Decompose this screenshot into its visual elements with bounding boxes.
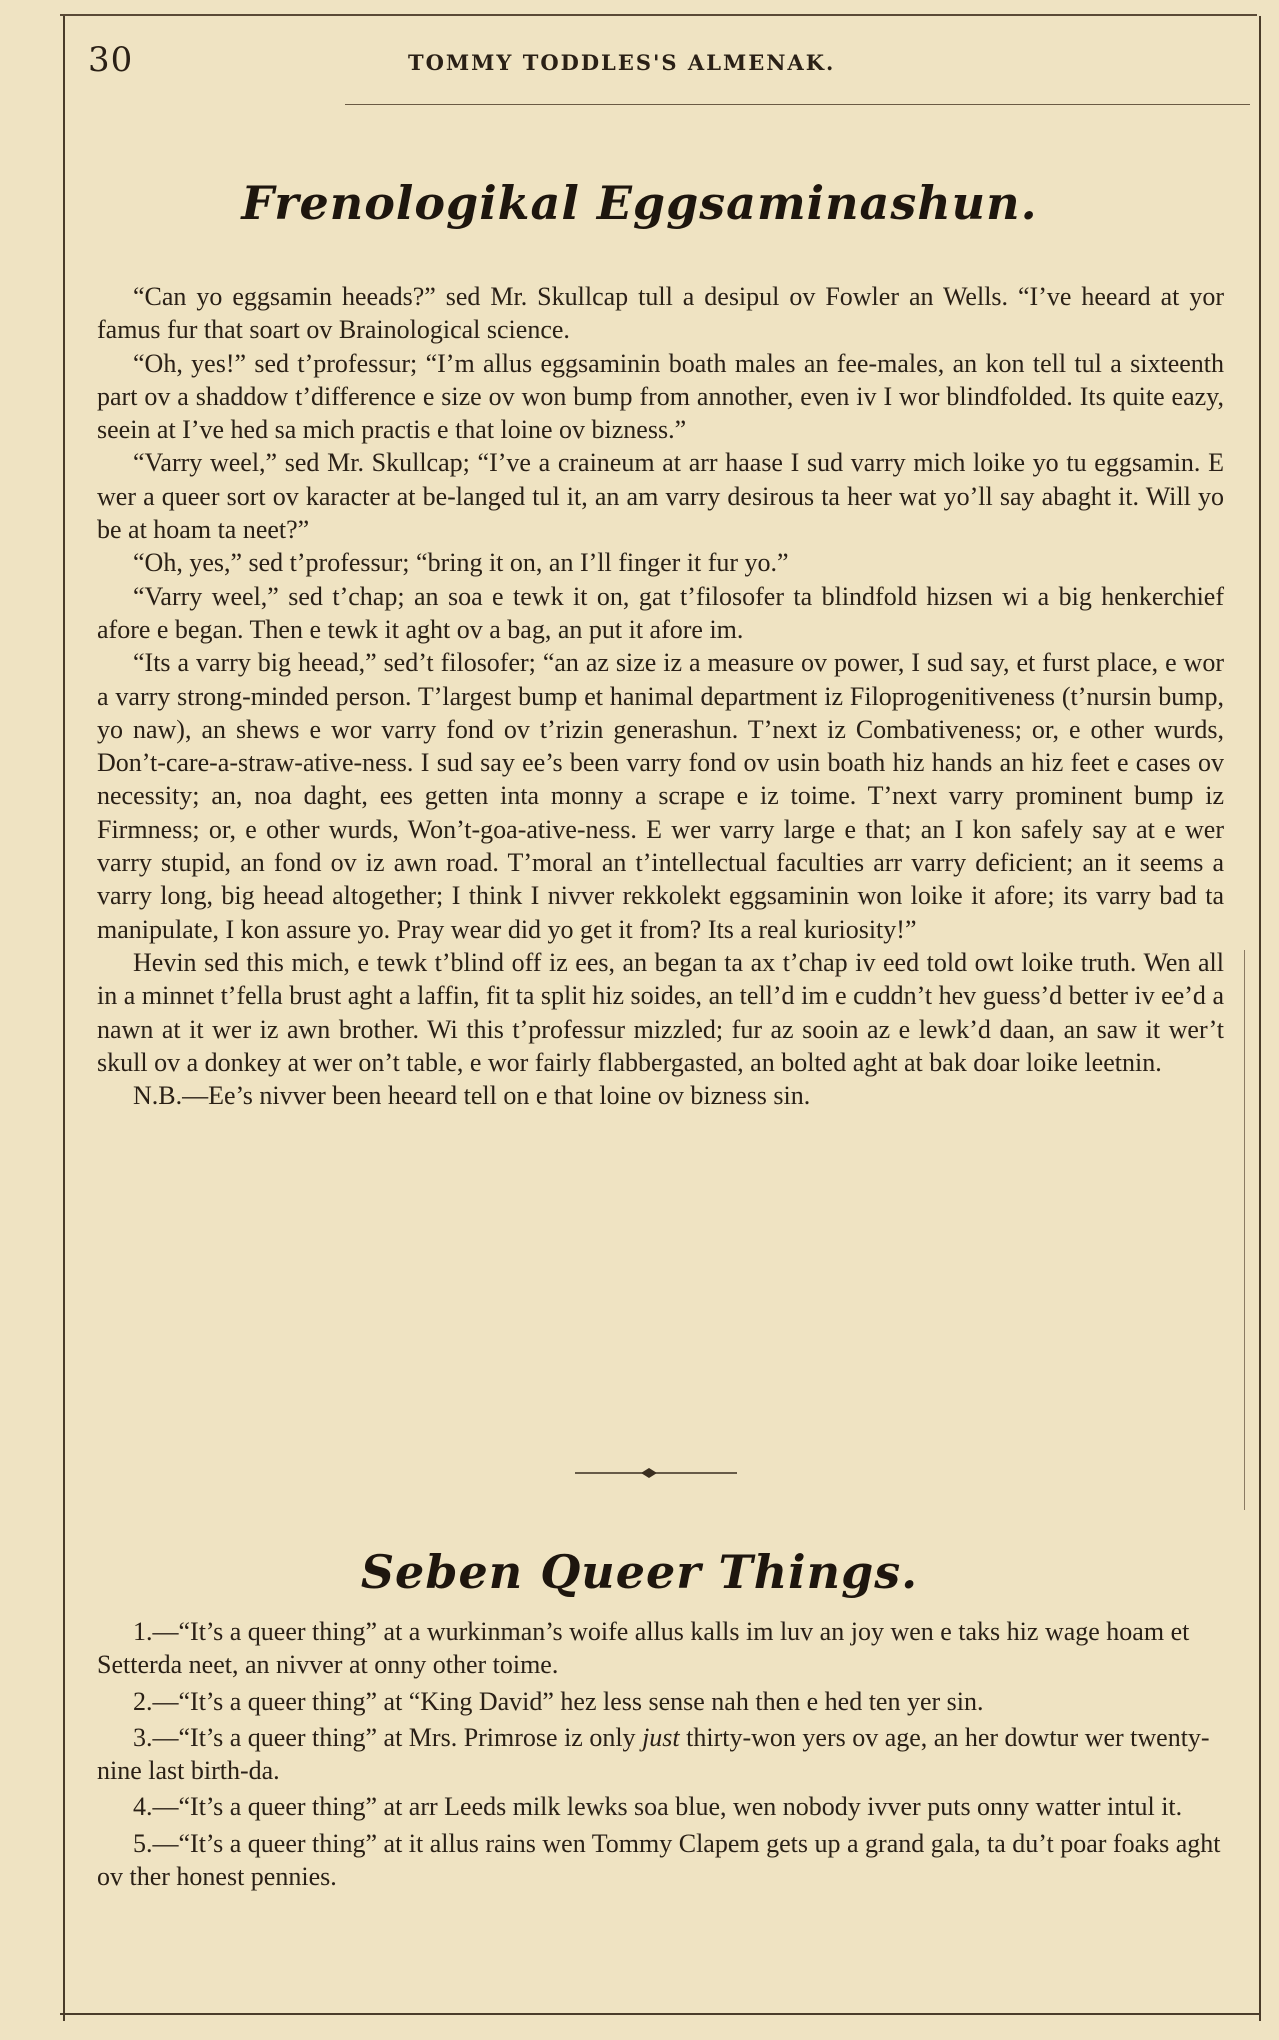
page-number: 30 [88, 40, 134, 80]
bottom-rule [60, 2013, 1260, 2015]
list-item: 4.—“It’s a queer thing” at arr Leeds milk lewks soa blue, wen nobody ivver puts onny watter intul it. [133, 1792, 1183, 1822]
article-body [97, 280, 1224, 1112]
frame-right-rule [1259, 16, 1261, 2021]
list-item [97, 1721, 1224, 1788]
page-header [88, 40, 1238, 90]
paragraph: “Its a varry big heead,” sed’t filosofer; “an az size iz a measure ov power, I sud say, et furst place, e wor a varry strong-minded person. T’largest bump et hanimal department iz Filoprogenitiveness (t’nursin bump, yo naw), an shews e wor varry fond ov t’rizin generashun. T’next iz Combativeness; or, e other wurds, Don’t-care-a-straw-ative-ness. I sud say ee’s been varry fond ov usin boath hiz hands an hiz feet e cases ov necessity; an, noa daght, ees getten inta monny a scrape e iz toime. T’next varry prominent bump iz Firmness; or, e other wurds, Won’t-goa-ative-ness. E wer varry large e that; an I kon safely say at e wer varry stupid, an fond ov iz awn road. T’moral an t’intellectual faculties arr varry deficient; an it seems a varry long, big heead altogether; I think I nivver rekkolekt eggsaminin won loike it afore; its varry bad ta manipulate, I kon assure yo. Pray wear did yo get it from? Its a real kuriosity!” [97, 648, 1224, 944]
article-title: Frenologikal Eggsaminashun. [241, 176, 1038, 230]
frame-inner-rule [1244, 950, 1245, 1510]
header-rule [345, 104, 1250, 105]
top-rule [60, 14, 1257, 16]
paragraph: N.B.—Ee’s nivver been heeard tell on e that loine ov bizness sin. [133, 1081, 811, 1111]
list-item-text: thirty-won yers ov age, an her dowtur wer twenty-nine last birth-da. [97, 1722, 1210, 1786]
paragraph: “Oh, yes!” sed t’professur; “I’m allus eggsaminin boath males an fee-males, an kon tell tul a sixteenth part ov a shaddow t’difference e size ov won bump from annother, even iv I wor blindfolded. Its quite eazy, seein at I’ve hed sa mich practis e that loine ov bizness.” [97, 348, 1224, 445]
italic-emphasis: just [642, 1722, 680, 1752]
paragraph: Hevin sed this mich, e tewk t’blind off iz ees, an began ta ax t’chap iv eed told owt loike truth. Wen all in a minnet t’fella brust aght a laffin, fit ta split hiz soides, an tell’d im e cuddn’t hev guess’d better iv ee’d a nawn at it wer iz awn brother. Wi this t’professur mizzled; fur az sooin az e lewk’d daan, an saw it wer’t skull ov a donkey at wer on’t table, e wor fairly flabbergasted, an bolted aght at bak doar loike leetnin. [97, 947, 1224, 1077]
list-item-text: 3.—“It’s a queer thing” at Mrs. Primrose iz only [133, 1722, 643, 1752]
queer-things-list [97, 1615, 1224, 1896]
running-head: TOMMY TODDLES'S ALMENAK. [408, 50, 836, 75]
paragraph: “Varry weel,” sed t’chap; an soa e tewk it on, gat t’filosofer ta blindfold hizsen wi a big henkerchief afore e began. Then e tewk it aght ov a bag, an put it afore im. [97, 581, 1224, 644]
list-item: 1.—“It’s a queer thing” at a wurkinman’s woife allus kalls im luv an joy wen e taks hiz wage hoam et Setterda neet, an nivver at onny other toime. [97, 1617, 1190, 1680]
frame-left-rule [63, 16, 65, 2021]
list-item: 5.—“It’s a queer thing” at it allus rains wen Tommy Clapem gets up a grand gala, ta du’t poar foaks aght ov ther honest pennies. [97, 1828, 1221, 1892]
section-divider-ornament [575, 1466, 737, 1480]
paragraph: “Varry weel,” sed Mr. Skullcap; “I’ve a craineum at arr haase I sud varry mich loike yo tu eggsamin. E wer a queer sort ov karacter at be-langed tul it, an am varry desirous ta heer wat yo’ll say abaght it. Will yo be at hoam ta neet?” [97, 448, 1224, 545]
second-article-title: Seben Queer Things. [360, 1545, 919, 1599]
list-item: 2.—“It’s a queer thing” at “King David” hez less sense nah then e hed ten yer sin. [133, 1686, 984, 1716]
paragraph: “Oh, yes,” sed t’professur; “bring it on, an I’ll finger it fur yo.” [133, 548, 789, 578]
paragraph: “Can yo eggsamin heeads?” sed Mr. Skullcap tull a desipul ov Fowler an Wells. “I’ve heeard at yor famus fur that soart ov Brainological science. [97, 282, 1224, 345]
